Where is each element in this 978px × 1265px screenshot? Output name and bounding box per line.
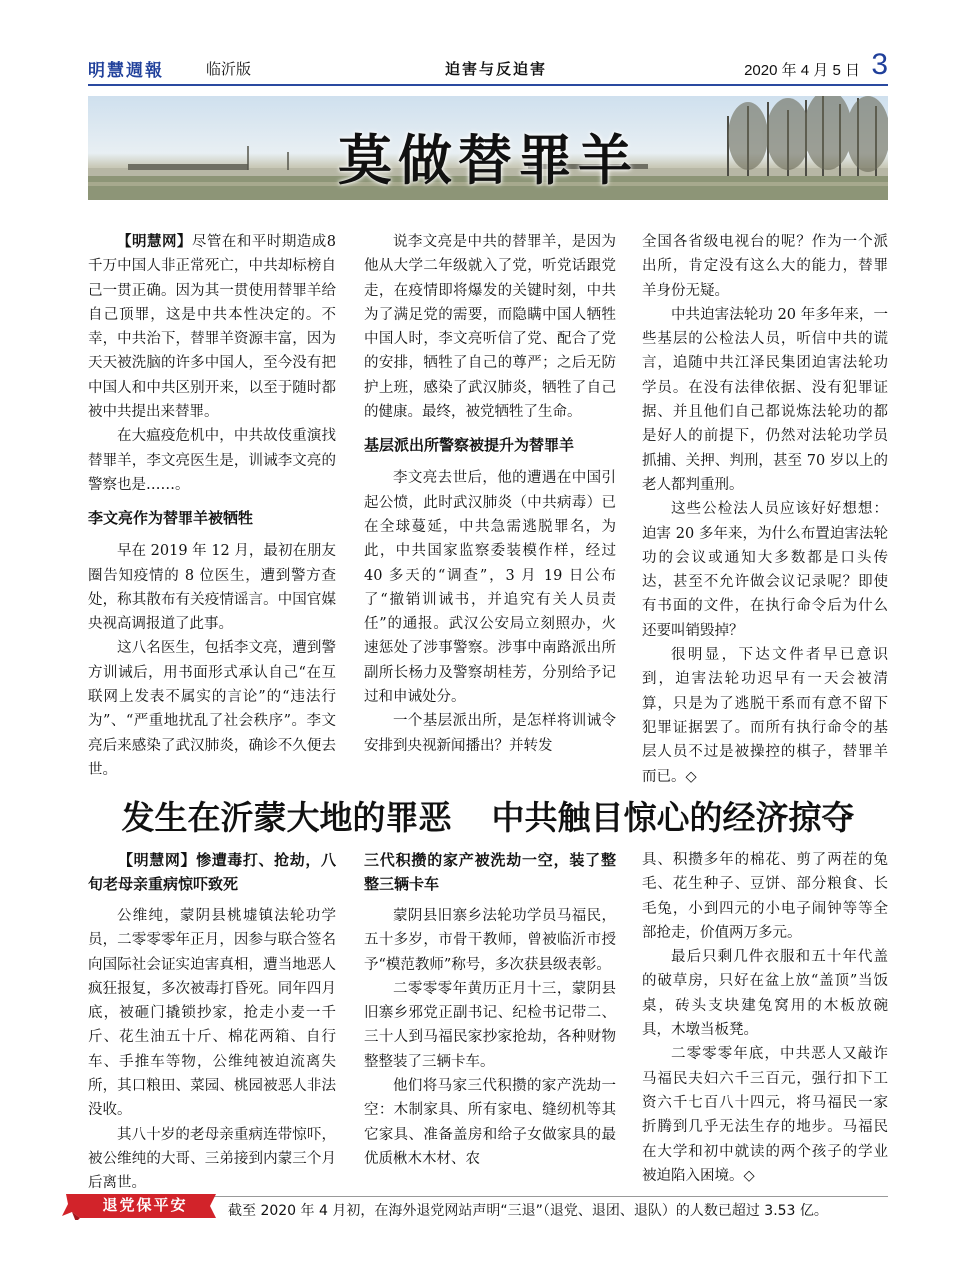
paragraph: 说李文亮是中共的替罪羊，是因为他从大学二年级就入了党，听党话跟党走，在疫情即将爆发的关键时刻，中共为了满足党的需要，而隐瞒中国人牺牲中国人时，李文亮听信了党、配合了党的安排，牺牲了自己的尊严；之后无防护上班，感染了武汉肺炎，牺牲了自己的健康。最终，被党牺牲了生命。 [364, 234, 616, 421]
paragraph: 二零零零年黄历正月十三，蒙阴县旧寨乡邪党正副书记、纪检书记带二、三十人到马福民家抄家抢劫，各种财物整整装了三辆卡车。 [364, 980, 616, 1070]
paragraph: 李文亮去世后，他的遭遇在中国引起公愤，此时武汉肺炎（中共病毒）已在全球蔓延，中共急需逃脱罪名，为此，中共国家监察委装模作样，经过 40 多天的“调查”，3 月 19 日公布了“撤销训诫书，并追究有关人员责任”的通报。武汉公安局立刻照办，火速惩处了涉事警察。涉事中南路派出所副所长杨力及警察胡桂芳，分别给予记过和申诫处分。 [364, 470, 616, 706]
article2-column-2 [364, 848, 616, 1171]
paragraph: 他们将马家三代积攒的家产洗劫一空：木制家具、所有家电、缝纫机等其它家具、准备盖房和给子女做家具的最优质楸木木材、农 [364, 1078, 616, 1167]
paragraph: 尽管在和平时期造成8千万中国人非正常死亡，中共却标榜自己一贯正确。因为其一贯使用替罪羊给自己顶罪，这是中共本性决定的。不幸，中共治下，替罪羊资源丰富，因为天天被洗脑的许多中国人，至今没有把中国人和中共区别开来，以至于随时都被中共提出来替罪。 [88, 234, 336, 421]
headline-part-b: 中共触目惊心的经济掠夺 [491, 798, 855, 837]
header-rule [88, 84, 888, 86]
footer-tag-label: 退党保平安 [102, 1196, 188, 1214]
paragraph: 最后只剩几件衣服和五十年代盖的破草房，只好在盆上放“盖顶”当饭桌，砖头支块建兔窝用的木板放碗具，木墩当板凳。 [642, 949, 888, 1039]
article1-column-2 [364, 230, 616, 758]
paragraph: 公维纯，蒙阴县桃墟镇法轮功学员，二零零零年正月，因参与联合签名向国际社会证实迫害真相，遭当地恶人疯狂报复，多次被毒打昏死。同年四月底，被砸门撬锁抄家，抢走小麦一千斤、花生油五十斤、棉花两箱、自行车、手推车等物，公维纯被迫流离失所，其口粮田、菜园、桃园被恶人非法没收。 [88, 908, 336, 1119]
masthead-brand: 明慧週報 [88, 61, 164, 81]
title-banner [88, 96, 888, 200]
subheading: 三代积攒的家产被洗劫一空，装了整整三辆卡车 [364, 851, 616, 893]
edition-label: 临沂版 [206, 60, 252, 78]
paragraph: 这八名医生，包括李文亮，遭到警方训诫后，用书面形式承认自己“在互联网上发表不属实的言论”的“违法行为”、“严重地扰乱了社会秩序”。李文亮后来感染了武汉肺炎，确诊不久便去世。 [88, 640, 336, 778]
paragraph: 全国各省级电视台的呢？作为一个派出所，肯定没有这么大的能力，替罪羊身份无疑。 [642, 234, 888, 299]
paragraph: 很明显，下达文件者早已意识到，迫害法轮功迟早有一天会被清算，只是为了逃脱干系而有意不留下犯罪证据罢了。而所有执行命令的基层人员不过是被操控的棋子，替罪羊而已。◇ [642, 647, 888, 785]
paragraph: 具、积攒多年的棉花、剪了两茬的兔毛、花生种子、豆饼、部分粮食、长毛兔，小到四元的小电子闹钟等等全部抢走，价值两万多元。 [642, 852, 888, 941]
article2-column-3 [642, 848, 888, 1188]
issue-date: 2020 年 4 月 5 日 [744, 62, 860, 79]
article1-column-3 [642, 230, 888, 789]
article2-headline [88, 792, 888, 839]
section-title: 迫害与反迫害 [444, 60, 547, 78]
banner-title: 莫做替罪羊 [338, 128, 638, 192]
page-number: 3 [871, 48, 888, 81]
paragraph: 在大瘟疫危机中，中共故伎重演找替罪羊，李文亮医生是，训诫李文亮的警察也是……。 [88, 428, 336, 493]
source-tag: 【明慧网】 [118, 851, 197, 869]
paragraph: 二零零零年底，中共恶人又敲诈马福民夫妇六千三百元，强行扣下工资六千七百八十四元，将马福民一家折腾到几乎无法生存的地步。马福民在大学和初中就读的两个孩子的学业被迫陷入困境。◇ [642, 1046, 888, 1184]
subheading: 基层派出所警察被提升为替罪羊 [364, 436, 575, 455]
paragraph: 蒙阴县旧寨乡法轮功学员马福民，五十多岁，市骨干教师，曾被临沂市授予“模范教师”称号，多次获县级表彰。 [364, 908, 616, 973]
subheading: 李文亮作为替罪羊被牺牲 [88, 509, 254, 528]
paragraph: 这些公检法人员应该好好想想：迫害 20 多年来，为什么布置迫害法轮功的会议或通知大多数都是口头传达，甚至不允许做会议记录呢？即使有书面的文件，在执行命令后为什么还要叫销毁掉？ [642, 501, 888, 639]
paragraph: 一个基层派出所，是怎样将训诫令安排到央视新闻播出？并转发 [364, 713, 616, 754]
paragraph: 早在 2019 年 12 月，最初在朋友圈告知疫情的 8 位医生，遭到警方查处，称其散布有关疫情谣言。中国官媒央视高调报道了此事。 [88, 543, 336, 633]
article1-column-1 [88, 230, 336, 782]
footer-note: 截至 2020 年 4 月初，在海外退党网站声明“三退”（退党、退团、退队）的人数已超过 3.53 亿。 [228, 1203, 828, 1219]
paragraph: 中共迫害法轮功 20 年多年来，一些基层的公检法人员，听信中共的谎言，追随中共江泽民集团迫害法轮功学员。在没有法律依据、没有犯罪证据、并且他们自己都说炼法轮功的都是好人的前提下，仍然对法轮功学员抓捕、关押、判刑，甚至 70 岁以上的老人都判重刑。 [642, 306, 888, 493]
subheading: 惨遭毒打、抢劫，八旬老母亲重病惊吓致死 [88, 851, 336, 893]
article2-column-1 [88, 848, 336, 1196]
source-tag: 【明慧网】 [117, 234, 192, 250]
page-header [88, 48, 888, 84]
headline-part-a: 发生在沂蒙大地的罪恶 [121, 798, 452, 837]
paragraph: 其八十岁的老母亲重病连带惊吓，被公维纯的大哥、三弟接到内蒙三个月后离世。 [88, 1126, 336, 1192]
